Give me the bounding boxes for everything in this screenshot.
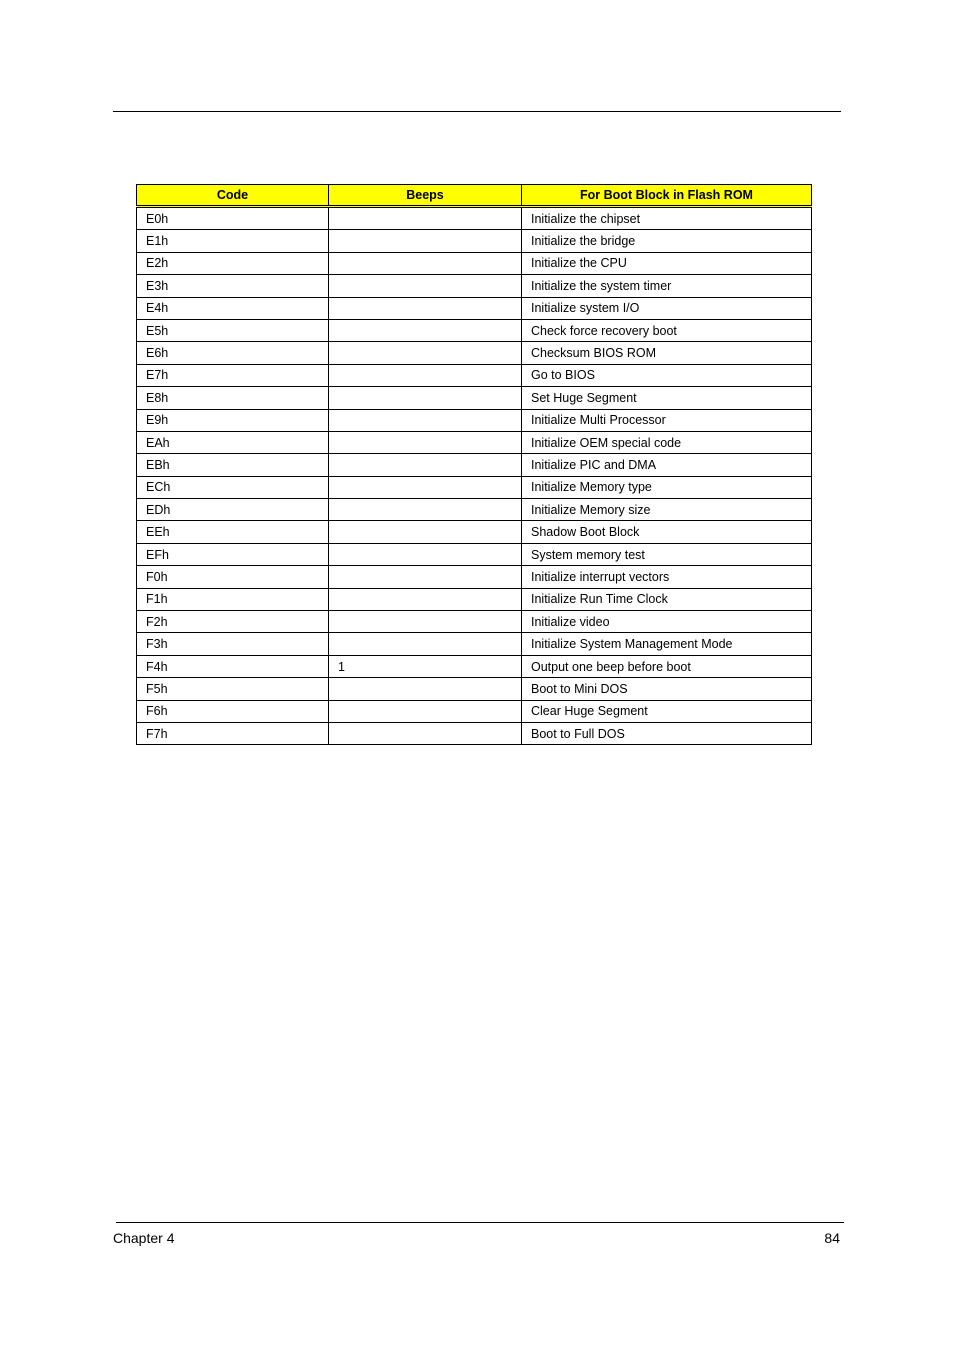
footer-rule [116, 1222, 844, 1223]
cell-code: E4h [137, 297, 329, 319]
boot-block-code-table [136, 184, 812, 745]
header-code: Code [137, 185, 329, 207]
cell-beeps [329, 319, 522, 341]
cell-beeps [329, 342, 522, 364]
table-row [137, 476, 812, 498]
cell-code: F2h [137, 611, 329, 633]
cell-description: Initialize the chipset [522, 207, 812, 230]
cell-code: EDh [137, 499, 329, 521]
cell-description: Output one beep before boot [522, 655, 812, 677]
cell-beeps: 1 [329, 655, 522, 677]
table-row [137, 722, 812, 744]
cell-description: Initialize PIC and DMA [522, 454, 812, 476]
table-body [137, 207, 812, 745]
cell-code: EAh [137, 431, 329, 453]
table-row [137, 409, 812, 431]
table-row [137, 521, 812, 543]
cell-code: F7h [137, 722, 329, 744]
cell-code: E8h [137, 387, 329, 409]
cell-beeps [329, 678, 522, 700]
cell-beeps [329, 588, 522, 610]
table-row [137, 230, 812, 252]
cell-description: Initialize system I/O [522, 297, 812, 319]
cell-beeps [329, 521, 522, 543]
table-row [137, 342, 812, 364]
cell-code: E5h [137, 319, 329, 341]
cell-code: E6h [137, 342, 329, 364]
cell-beeps [329, 297, 522, 319]
cell-description: Initialize video [522, 611, 812, 633]
cell-beeps [329, 722, 522, 744]
cell-beeps [329, 207, 522, 230]
table-row [137, 499, 812, 521]
cell-code: E3h [137, 275, 329, 297]
cell-code: F6h [137, 700, 329, 722]
footer-page-number: 84 [824, 1230, 840, 1246]
cell-beeps [329, 499, 522, 521]
cell-description: Clear Huge Segment [522, 700, 812, 722]
header-rule [113, 111, 841, 112]
cell-beeps [329, 230, 522, 252]
cell-description: Go to BIOS [522, 364, 812, 386]
cell-beeps [329, 431, 522, 453]
cell-code: EEh [137, 521, 329, 543]
table-row [137, 387, 812, 409]
cell-description: Initialize the bridge [522, 230, 812, 252]
cell-description: Shadow Boot Block [522, 521, 812, 543]
cell-beeps [329, 543, 522, 565]
cell-code: F0h [137, 566, 329, 588]
cell-code: E7h [137, 364, 329, 386]
table-row [137, 543, 812, 565]
table-row [137, 297, 812, 319]
table-row [137, 431, 812, 453]
table-row [137, 207, 812, 230]
cell-beeps [329, 387, 522, 409]
table-row [137, 252, 812, 274]
cell-beeps [329, 633, 522, 655]
cell-code: E0h [137, 207, 329, 230]
cell-beeps [329, 700, 522, 722]
table-header-row [137, 185, 812, 207]
cell-description: Boot to Full DOS [522, 722, 812, 744]
cell-code: E9h [137, 409, 329, 431]
cell-beeps [329, 566, 522, 588]
cell-code: E1h [137, 230, 329, 252]
cell-code: F3h [137, 633, 329, 655]
cell-code: EBh [137, 454, 329, 476]
cell-description: Initialize Memory size [522, 499, 812, 521]
cell-description: Check force recovery boot [522, 319, 812, 341]
cell-description: System memory test [522, 543, 812, 565]
table-row [137, 454, 812, 476]
cell-code: F1h [137, 588, 329, 610]
table-row [137, 655, 812, 677]
table-row [137, 275, 812, 297]
cell-description: Initialize Run Time Clock [522, 588, 812, 610]
cell-description: Set Huge Segment [522, 387, 812, 409]
table-row [137, 633, 812, 655]
cell-code: F5h [137, 678, 329, 700]
table-row [137, 700, 812, 722]
cell-code: ECh [137, 476, 329, 498]
cell-description: Initialize OEM special code [522, 431, 812, 453]
cell-description: Initialize the CPU [522, 252, 812, 274]
cell-code: F4h [137, 655, 329, 677]
cell-beeps [329, 252, 522, 274]
cell-beeps [329, 275, 522, 297]
cell-description: Initialize System Management Mode [522, 633, 812, 655]
table-row [137, 588, 812, 610]
cell-description: Initialize Multi Processor [522, 409, 812, 431]
header-description: For Boot Block in Flash ROM [522, 185, 812, 207]
cell-beeps [329, 364, 522, 386]
cell-code: E2h [137, 252, 329, 274]
cell-beeps [329, 476, 522, 498]
cell-code: EFh [137, 543, 329, 565]
cell-description: Initialize the system timer [522, 275, 812, 297]
cell-beeps [329, 611, 522, 633]
header-beeps: Beeps [329, 185, 522, 207]
table-row [137, 364, 812, 386]
cell-description: Initialize Memory type [522, 476, 812, 498]
cell-beeps [329, 454, 522, 476]
table-row [137, 319, 812, 341]
table-row [137, 611, 812, 633]
footer-chapter: Chapter 4 [113, 1230, 175, 1246]
cell-beeps [329, 409, 522, 431]
cell-description: Initialize interrupt vectors [522, 566, 812, 588]
table-row [137, 678, 812, 700]
cell-description: Checksum BIOS ROM [522, 342, 812, 364]
table-row [137, 566, 812, 588]
cell-description: Boot to Mini DOS [522, 678, 812, 700]
